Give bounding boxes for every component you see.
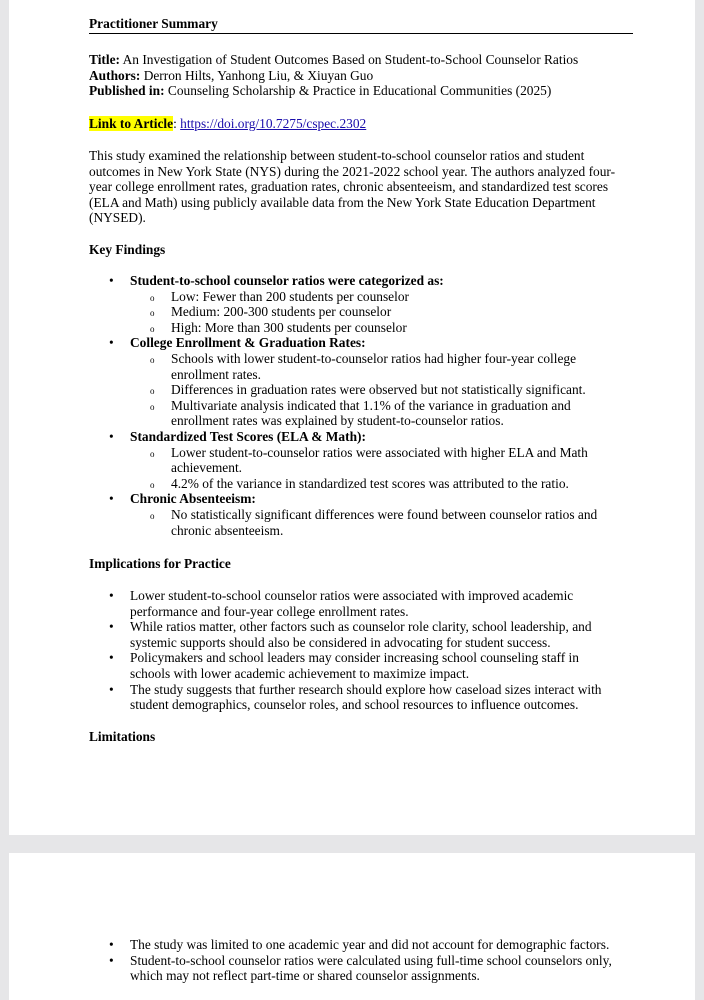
list-item: • The study suggests that further research should explore how caseload sizes interact with student demographics, counselor roles, and school resources to influence outcomes. (109, 682, 609, 713)
authors-value: Derron Hilts, Yanhong Liu, & Xiuyan Guo (140, 67, 374, 83)
article-link[interactable]: https://doi.org/10.7275/cspec.2302 (180, 116, 367, 131)
sub-list-item: o No statistically significant differences were found between counselor ratios and chronic absenteeism. (130, 507, 609, 538)
link-separator: : (173, 116, 181, 131)
list-item (109, 273, 609, 335)
list-item: • Student-to-school counselor ratios were calculated using full-time school counselors only, which may not reflect part-time or shared counselor assignments. (109, 953, 629, 984)
title-label: Title: (89, 52, 120, 67)
document-page-1 (9, 0, 695, 835)
sub-list (130, 507, 609, 538)
intro-paragraph: This study examined the relationship between student-to-school counselor ratios and student outcomes in New York State (NYS) during the 2021-2022 school year. The authors analyzed four-year college enrollment rates, graduation rates, chronic absenteeism, and standardized test scores (ELA and Math) using publicly available data from the New York State Education Department (NYSED). (89, 148, 616, 226)
limitations-list (109, 937, 629, 984)
finding-title: Standardized Test Scores (ELA & Math): (130, 428, 366, 444)
published-line (89, 83, 629, 99)
page-header: Practitioner Summary (89, 16, 633, 34)
published-value: Counseling Scholarship & Practice in Educational Communities (2025) (164, 83, 552, 99)
list-item (109, 335, 609, 429)
sub-list (130, 445, 609, 492)
authors-label: Authors: (89, 67, 141, 83)
implications-heading: Implications for Practice (89, 556, 231, 571)
implications-list (109, 588, 609, 713)
list-item: • Lower student-to-school counselor ratios were associated with improved academic performance and four-year college enrollment rates. (109, 588, 609, 619)
sub-list-item: o Lower student-to-counselor ratios were associated with higher ELA and Math achievement. (130, 445, 609, 476)
list-item: • While ratios matter, other factors such as counselor role clarity, school leadership, and systemic supports should also be considered in advocating for student success. (109, 619, 609, 650)
article-link-line (89, 116, 629, 132)
authors-line (89, 68, 629, 84)
finding-title: College Enrollment & Graduation Rates: (130, 335, 366, 351)
title-value: An Investigation of Student Outcomes Based on Student-to-School Counselor Ratios (120, 52, 579, 67)
list-item (109, 429, 609, 491)
finding-title: Student-to-school counselor ratios were categorized as: (130, 273, 444, 288)
sub-list-item: o Medium: 200-300 students per counselor (130, 304, 609, 320)
key-findings-heading: Key Findings (89, 242, 166, 257)
sub-list-item: o Low: Fewer than 200 students per counselor (130, 289, 609, 305)
sub-list-item: o Differences in graduation rates were observed but not statistically significant. (130, 382, 609, 398)
limitations-heading: Limitations (89, 729, 156, 744)
sub-list-item: o High: More than 300 students per counselor (130, 320, 609, 336)
list-item: • Policymakers and school leaders may consider increasing school counseling staff in schools with lower academic achievement to maximize impact. (109, 650, 609, 681)
sub-list (130, 289, 609, 336)
sub-list-item: o Multivariate analysis indicated that 1.1% of the variance in graduation and enrollment rates was explained by student-to-counselor ratios. (130, 398, 609, 429)
list-item (109, 491, 609, 538)
link-label: Link to Article (89, 116, 174, 131)
sub-list (130, 351, 609, 429)
document-page-2 (9, 853, 695, 1000)
published-label: Published in: (89, 83, 165, 99)
finding-title: Chronic Absenteeism: (130, 491, 256, 507)
sub-list-item: o Schools with lower student-to-counselor ratios had higher four-year college enrollment rates. (130, 351, 609, 382)
title-line (89, 52, 629, 68)
sub-list-item: o 4.2% of the variance in standardized test scores was attributed to the ratio. (130, 476, 609, 492)
key-findings-list (109, 273, 609, 538)
article-metadata (89, 52, 629, 99)
list-item: • The study was limited to one academic year and did not account for demographic factors. (109, 937, 629, 953)
